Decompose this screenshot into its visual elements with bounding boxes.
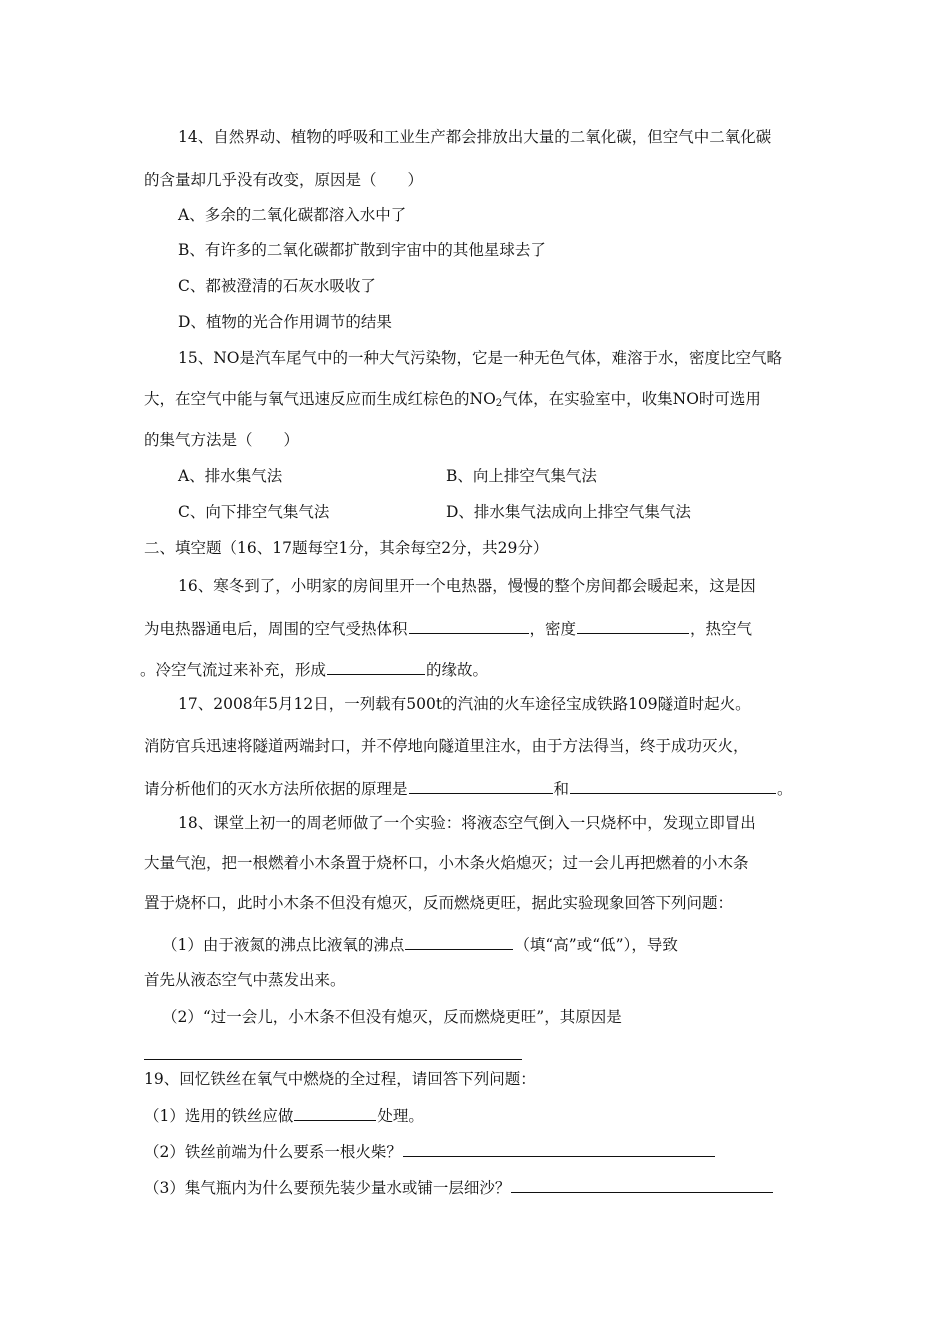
q16-blank-density[interactable] — [577, 617, 689, 634]
q16-text-d: 。冷空气流过来补充，形成 — [140, 661, 327, 679]
q18-blank-boiling-point[interactable] — [405, 933, 513, 950]
q15-option-b: B、向上排空气集气法 — [446, 467, 597, 485]
q18-sub-1 — [162, 933, 678, 955]
section-heading-fill-in: 二、填空题（16、17题每空1分，其余每空2分，共29分） — [144, 539, 549, 557]
q14-option-c: C、都被澄清的石灰水吸收了 — [178, 277, 376, 295]
q17-text-a: 请分析他们的灭水方法所依据的原理是 — [144, 780, 408, 798]
q15-line-3: 的集气方法是（ ） — [144, 431, 300, 449]
q17-line-3 — [144, 777, 793, 799]
q19-sub-1-text-b: 处理。 — [377, 1107, 424, 1125]
q17-line-1: 17、2008年5月12日，一列载有500t的汽油的火车途径宝成铁路109隧道时起火。 — [178, 695, 751, 713]
q14-line-2: 的含量却几乎没有改变，原因是（ ） — [144, 171, 424, 189]
q16-line-2 — [144, 617, 752, 639]
q15-option-c: C、向下排空气集气法 — [178, 503, 330, 521]
q14-option-b: B、有许多的二氧化碳都扩散到宇宙中的其他星球去了 — [178, 241, 546, 259]
q18-line-2: 大量气泡，把一根燃着小木条置于烧杯口，小木条火焰熄灭；过一会儿再把燃着的小木条 — [144, 854, 749, 872]
q18-line-3: 置于烧杯口，此时小木条不但没有熄灭，反而燃烧更旺，据此实验现象回答下列问题： — [144, 894, 734, 912]
q18-sub-1-cont: 首先从液态空气中蒸发出来。 — [144, 971, 346, 989]
q16-text-e: 的缘故。 — [426, 661, 489, 679]
q19-sub-2-text: （2）铁丝前端为什么要系一根火柴？ — [144, 1143, 402, 1161]
q18-line-1: 18、课堂上初一的周老师做了一个实验：将液态空气倒入一只烧杯中，发现立即冒出 — [178, 814, 756, 832]
q17-line-2: 消防官兵迅速将隧道两端封口，并不停地向隧道里注水，由于方法得当，终于成功灭火， — [144, 737, 749, 755]
q15-line-2-text: 大，在空气中能与氧气迅速反应而生成红棕色的NO — [144, 390, 496, 408]
q18-sub-1-text-a: （1）由于液氮的沸点比液氧的沸点 — [162, 936, 405, 954]
q14-line-1: 14、自然界动、植物的呼吸和工业生产都会排放出大量的二氧化碳，但空气中二氧化碳 — [178, 128, 772, 146]
q19-blank-treatment[interactable] — [294, 1104, 376, 1121]
q19-line-1: 19、回忆铁丝在氧气中燃烧的全过程，请回答下列问题： — [144, 1070, 536, 1088]
q16-blank-volume[interactable] — [409, 617, 529, 634]
q16-line-1: 16、寒冬到了，小明家的房间里开一个电热器，慢慢的整个房间都会暖起来，这是因 — [178, 577, 756, 595]
q14-option-a: A、多余的二氧化碳都溶入水中了 — [178, 206, 407, 224]
q16-blank-convection[interactable] — [327, 658, 425, 675]
q17-blank-principle-1[interactable] — [409, 777, 553, 794]
q15-option-a: A、排水集气法 — [178, 467, 283, 485]
q15-line-2-tail: 气体，在实验室中，收集NO时可选用 — [502, 390, 761, 408]
q19-blank-match[interactable] — [403, 1140, 715, 1157]
q15-line-2 — [144, 389, 761, 414]
q16-text-c: ，热空气 — [690, 620, 753, 638]
q17-text-b: 和 — [553, 780, 570, 798]
q17-text-c: 。 — [777, 780, 793, 798]
q19-sub-1 — [144, 1104, 424, 1126]
no2-subscript: 2 — [495, 398, 503, 409]
q19-sub-3 — [144, 1176, 774, 1198]
q16-text-a: 为电热器通电后，周围的空气受热体积 — [144, 620, 408, 638]
q19-sub-3-text: （3）集气瓶内为什么要预先装少量水或铺一层细沙？ — [144, 1179, 511, 1197]
q18-answer-line[interactable] — [144, 1059, 522, 1060]
q16-text-b: ，密度 — [529, 620, 577, 638]
q19-blank-water-sand[interactable] — [511, 1176, 773, 1193]
q19-sub-1-text-a: （1）选用的铁丝应做 — [144, 1107, 294, 1125]
q17-blank-principle-2[interactable] — [570, 777, 776, 794]
q19-sub-2 — [144, 1140, 716, 1162]
q18-sub-2: （2）“过一会儿，小木条不但没有熄灭，反而燃烧更旺”，其原因是 — [162, 1008, 622, 1026]
q18-sub-1-text-b: （填“高”或“低”），导致 — [514, 936, 678, 954]
q16-line-3 — [140, 658, 488, 680]
q14-option-d: D、植物的光合作用调节的结果 — [178, 313, 392, 331]
q15-option-d: D、排水集气法成向上排空气集气法 — [446, 503, 691, 521]
q15-line-1: 15、NO是汽车尾气中的一种大气污染物，它是一种无色气体，难溶于水，密度比空气略 — [178, 349, 782, 367]
